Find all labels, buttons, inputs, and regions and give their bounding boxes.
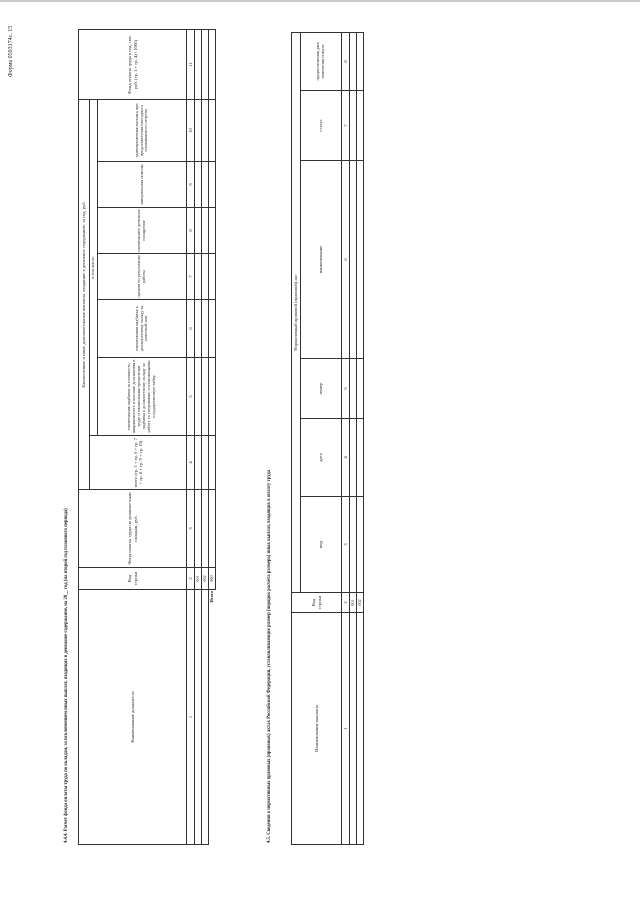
col-number: 6 — [342, 161, 350, 359]
col-number: 5 — [187, 358, 195, 436]
header-act-title: наименование — [301, 161, 342, 359]
header-row-code: Код строки — [79, 568, 187, 590]
data-cell[interactable] — [350, 359, 357, 419]
col-number: 1 — [342, 613, 350, 845]
header-act-type: вид — [301, 497, 342, 593]
row-code-cell: 001 — [350, 593, 357, 613]
col-number: 6 — [187, 300, 195, 358]
header-legal-act: Нормативный правовой (правовой) акт — [292, 32, 301, 592]
col-number: 7 — [187, 254, 195, 300]
total-cell[interactable] — [209, 358, 216, 436]
data-cell[interactable] — [195, 436, 202, 490]
table-row — [195, 29, 202, 844]
header-position-name: Наименование должности — [79, 590, 187, 845]
col-number: 9 — [187, 162, 195, 208]
total-label: Итого — [208, 591, 214, 603]
data-cell[interactable] — [202, 300, 209, 358]
header-rank-allowance: ежемесячная надбавка к должностному окладу за классный чин — [98, 300, 187, 358]
section-444-title: 4.4.4. Расчет фонда оплаты труда по окладам, за исключением иных выплат, входящих в денежное содержание, на 20__ год (на второй год планового периода) — [64, 508, 69, 843]
row-code-cell: 001 — [195, 568, 202, 590]
col-number: 4 — [187, 436, 195, 490]
header-row-code: Код строки — [292, 593, 342, 613]
data-cell[interactable] — [357, 497, 364, 593]
header-extra-payments: Ежемесячные и иные дополнительные выплаты, входящие в денежное содержание, за год, руб. — [79, 99, 90, 489]
col-number: 3 — [187, 490, 195, 568]
header-act-date: дата — [301, 419, 342, 497]
data-cell[interactable] — [357, 161, 364, 359]
total-cell[interactable] — [209, 490, 216, 568]
col-number: 2 — [187, 568, 195, 590]
section-45-title: 4.5. Сведения о нормативных правовых (правовых) актах Российской Федерации, устанавливающих размер (порядок расчета размера) иных выплат, входящих в оплату труда — [267, 469, 272, 843]
data-cell[interactable] — [357, 32, 364, 90]
data-cell[interactable] — [202, 358, 209, 436]
data-cell[interactable] — [202, 29, 209, 99]
header-act-status: статус — [301, 91, 342, 161]
total-cell[interactable] — [209, 208, 216, 254]
data-cell[interactable] — [202, 162, 209, 208]
col-number: 10 — [187, 99, 195, 161]
header-status-date: предполагаемая дата изменения статуса — [301, 32, 342, 90]
data-cell[interactable] — [357, 419, 364, 497]
data-cell[interactable] — [202, 99, 209, 161]
col-number: 5 — [342, 359, 350, 419]
legal-acts-table — [291, 32, 364, 845]
data-cell[interactable] — [195, 358, 202, 436]
row-code-cell: 002 — [357, 593, 364, 613]
total-cell[interactable] — [209, 436, 216, 490]
col-number: 2 — [342, 593, 350, 613]
data-cell[interactable] — [357, 359, 364, 419]
data-cell[interactable] — [202, 254, 209, 300]
data-cell[interactable] — [350, 32, 357, 90]
position-name-cell[interactable] — [202, 590, 209, 845]
header-total: всего (гр. 5 + гр. 6 + гр. 7 + гр. 8 + гр. 9 + гр. 10) — [90, 436, 187, 490]
total-cell[interactable] — [209, 29, 216, 99]
payment-name-cell[interactable] — [350, 613, 357, 845]
total-cell[interactable] — [209, 162, 216, 208]
header-results-bonus: премии по результатам работы — [98, 254, 187, 300]
header-leave-payment: единовременная выплата при предоставлении ежегодного оплачиваемого отпуска — [98, 99, 187, 161]
position-name-cell[interactable] — [195, 590, 202, 845]
header-payroll-fund: Фонд оплаты труда в год, тыс. руб. (гр. 3 + гр. 4) / 1000) — [79, 29, 187, 99]
header-monthly-bonus: ежемесячное денежное поощрение — [98, 208, 187, 254]
col-number: 8 — [342, 32, 350, 90]
table-row — [357, 32, 364, 844]
col-number: 3 — [342, 497, 350, 593]
col-number: 8 — [187, 208, 195, 254]
col-number: 1 — [187, 590, 195, 845]
data-cell[interactable] — [195, 490, 202, 568]
data-cell[interactable] — [195, 29, 202, 99]
salary-fund-table — [78, 29, 216, 845]
data-cell[interactable] — [195, 99, 202, 161]
data-cell[interactable] — [350, 91, 357, 161]
data-cell[interactable] — [195, 254, 202, 300]
total-code-cell: 900 — [209, 568, 216, 590]
row-code-cell: 002 — [202, 568, 209, 590]
data-cell[interactable] — [195, 162, 202, 208]
col-number: 7 — [342, 91, 350, 161]
table-row — [350, 32, 357, 844]
header-including: в том числе: — [90, 99, 98, 435]
data-cell[interactable] — [350, 161, 357, 359]
total-row — [209, 29, 216, 844]
data-cell[interactable] — [202, 436, 209, 490]
data-cell[interactable] — [202, 490, 209, 568]
col-number: 4 — [342, 419, 350, 497]
data-cell[interactable] — [350, 419, 357, 497]
header-material-aid: материальная помощь — [98, 162, 187, 208]
data-cell[interactable] — [195, 300, 202, 358]
header-salary-fund: Фонд оплаты труда по должностным окладам, руб. — [79, 490, 187, 568]
total-cell[interactable] — [209, 300, 216, 358]
header-complexity-allowance: ежемесячная надбавка за сложность, напряженность и высокие достижения в труде и ежемесячная процентная надбавка к должностному окладу за работу со сведениями, составляющими государственную тайну — [98, 358, 187, 436]
total-cell[interactable] — [209, 254, 216, 300]
col-number: 11 — [187, 29, 195, 99]
data-cell[interactable] — [202, 208, 209, 254]
header-payment-name: Наименование выплаты — [292, 613, 342, 845]
data-cell[interactable] — [195, 208, 202, 254]
header-act-number: номер — [301, 359, 342, 419]
payment-name-cell[interactable] — [357, 613, 364, 845]
data-cell[interactable] — [357, 91, 364, 161]
form-label: Форма 0503174с. 15 — [8, 25, 14, 77]
data-cell[interactable] — [350, 497, 357, 593]
table-row — [202, 29, 209, 844]
total-cell[interactable] — [209, 99, 216, 161]
